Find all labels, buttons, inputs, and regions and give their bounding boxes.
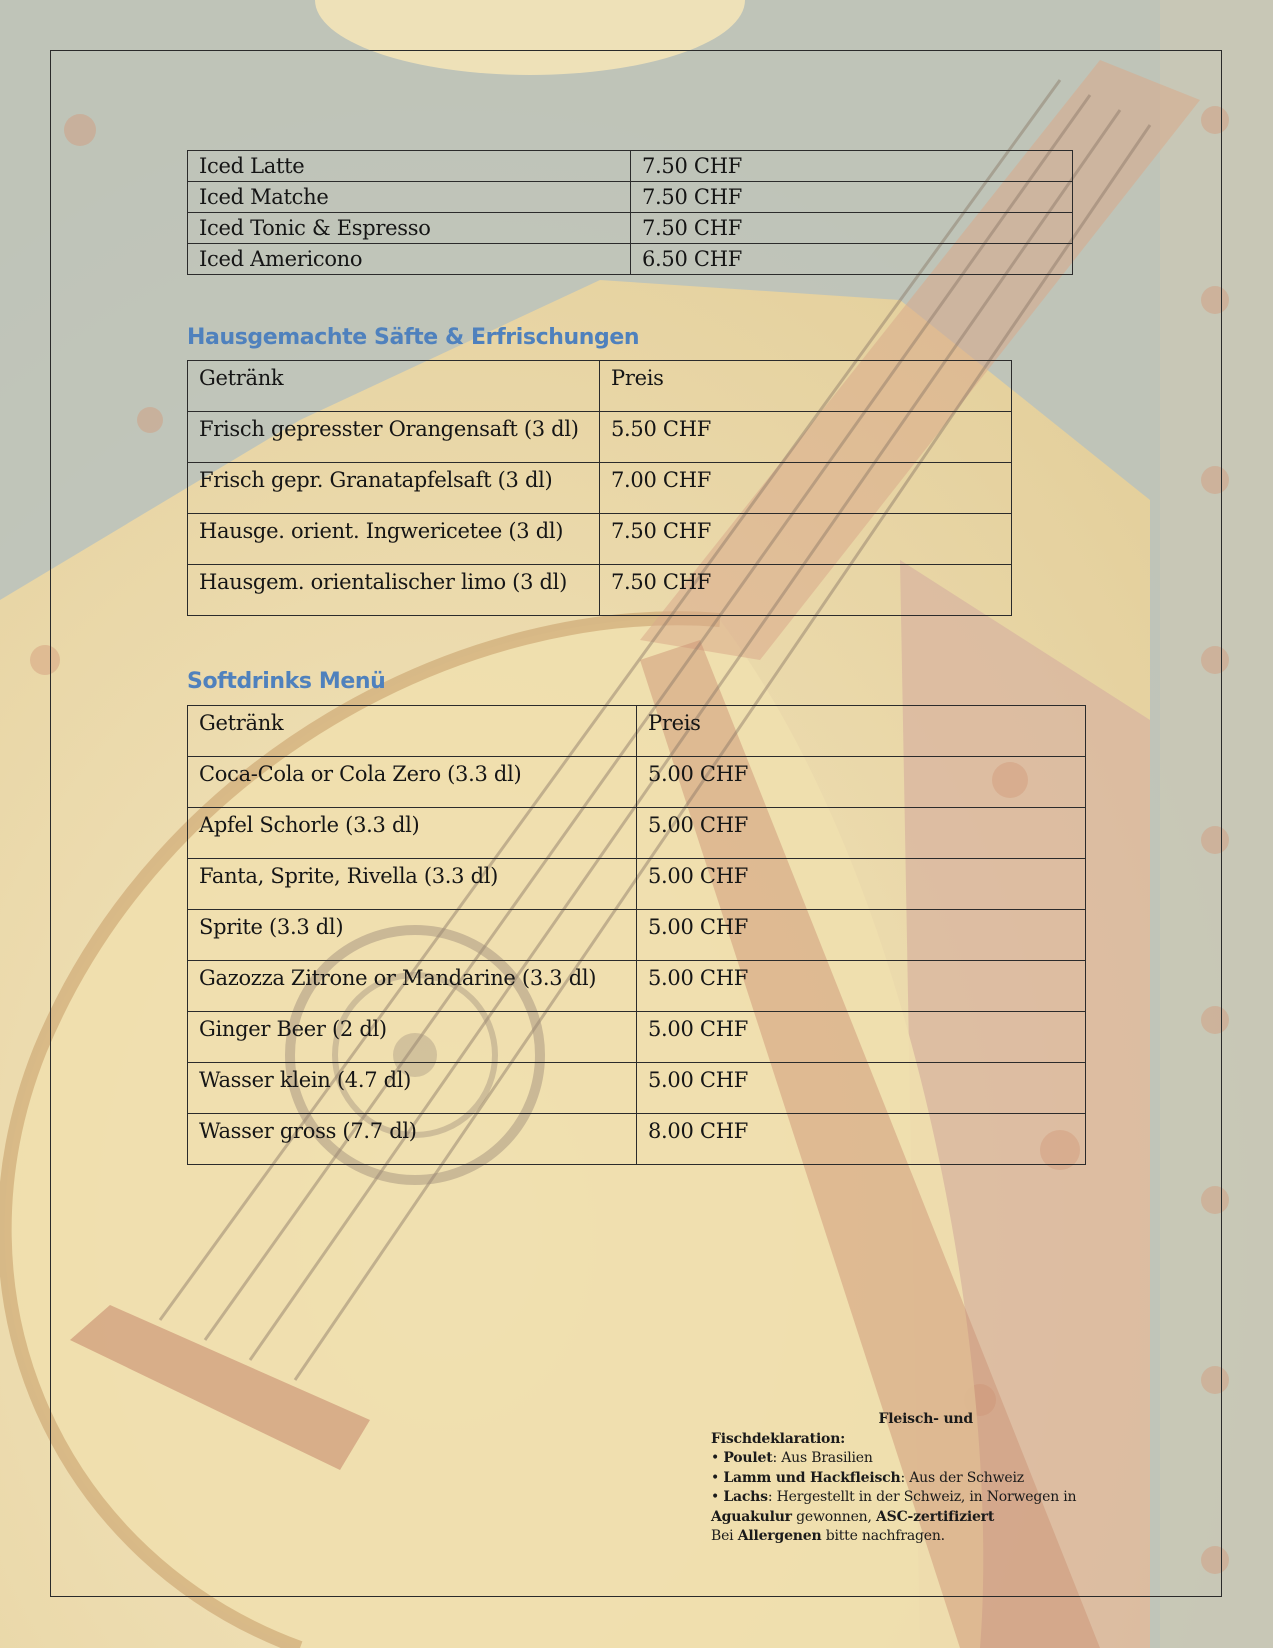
declaration-poulet: • Poulet: Aus Brasilien (711, 1450, 873, 1466)
softdrinks-table (187, 705, 1086, 1165)
declaration-aquakultur: Aguakulur gewonnen, ASC-zertifiziert (711, 1508, 995, 1525)
item-price: 7.50 CHF (631, 213, 1073, 244)
table-row (188, 961, 1086, 1012)
table-row (188, 182, 1073, 213)
table-row (188, 1012, 1086, 1063)
item-name: Wasser gross (7.7 dl) (188, 1114, 637, 1165)
table-row (188, 151, 1073, 182)
item-price: 7.50 CHF (631, 151, 1073, 182)
item-price: 5.00 CHF (637, 757, 1086, 808)
item-price: 5.00 CHF (637, 910, 1086, 961)
declaration-title-part2: Fischdeklaration: (711, 1430, 846, 1447)
item-name: Frisch gepresster Orangensaft (3 dl) (188, 412, 600, 463)
item-name: Hausgem. orientalischer limo (3 dl) (188, 565, 600, 616)
item-price: 5.00 CHF (637, 961, 1086, 1012)
juices-table (187, 360, 1012, 616)
item-name: Gazozza Zitrone or Mandarine (3.3 dl) (188, 961, 637, 1012)
item-name: Iced Americono (188, 244, 631, 275)
item-name: Iced Matche (188, 182, 631, 213)
table-row (188, 757, 1086, 808)
table-row (188, 213, 1073, 244)
item-price: 6.50 CHF (631, 244, 1073, 275)
table-row (188, 463, 1012, 514)
declaration-allergens: Bei Allergenen bitte nachfragen. (711, 1528, 945, 1544)
item-name: Iced Tonic & Espresso (188, 213, 631, 244)
juices-heading: Hausgemachte Säfte & Erfrischungen (187, 325, 640, 350)
table-row (188, 910, 1086, 961)
item-price: 5.00 CHF (637, 859, 1086, 910)
item-price: 5.50 CHF (600, 412, 1012, 463)
item-price: 7.50 CHF (600, 514, 1012, 565)
column-header-price: Preis (600, 361, 1012, 412)
item-name: Iced Latte (188, 151, 631, 182)
item-name: Apfel Schorle (3.3 dl) (188, 808, 637, 859)
table-row (188, 1114, 1086, 1165)
item-name: Hausge. orient. Ingwericetee (3 dl) (188, 514, 600, 565)
meat-fish-declaration (711, 1410, 1091, 1547)
column-header-drink: Getränk (188, 706, 637, 757)
table-header-row (188, 361, 1012, 412)
item-name: Coca-Cola or Cola Zero (3.3 dl) (188, 757, 637, 808)
item-price: 8.00 CHF (637, 1114, 1086, 1165)
item-price: 7.00 CHF (600, 463, 1012, 514)
declaration-lachs: • Lachs: Hergestellt in der Schweiz, in Norwegen in (711, 1489, 1077, 1505)
table-row (188, 808, 1086, 859)
table-row (188, 514, 1012, 565)
item-name: Sprite (3.3 dl) (188, 910, 637, 961)
table-row (188, 859, 1086, 910)
table-row (188, 412, 1012, 463)
table-row (188, 565, 1012, 616)
item-name: Frisch gepr. Granatapfelsaft (3 dl) (188, 463, 600, 514)
item-price: 5.00 CHF (637, 1012, 1086, 1063)
item-name: Fanta, Sprite, Rivella (3.3 dl) (188, 859, 637, 910)
item-price: 7.50 CHF (631, 182, 1073, 213)
table-row (188, 1063, 1086, 1114)
declaration-title-part1: Fleisch- und (878, 1411, 973, 1427)
declaration-lamm: • Lamm und Hackfleisch: Aus der Schweiz (711, 1469, 1024, 1486)
item-name: Ginger Beer (2 dl) (188, 1012, 637, 1063)
item-price: 5.00 CHF (637, 1063, 1086, 1114)
table-row (188, 244, 1073, 275)
item-price: 5.00 CHF (637, 808, 1086, 859)
table-header-row (188, 706, 1086, 757)
iced-drinks-table (187, 150, 1073, 275)
softdrinks-heading: Softdrinks Menü (187, 669, 386, 694)
column-header-drink: Getränk (188, 361, 600, 412)
item-price: 7.50 CHF (600, 565, 1012, 616)
column-header-price: Preis (637, 706, 1086, 757)
item-name: Wasser klein (4.7 dl) (188, 1063, 637, 1114)
